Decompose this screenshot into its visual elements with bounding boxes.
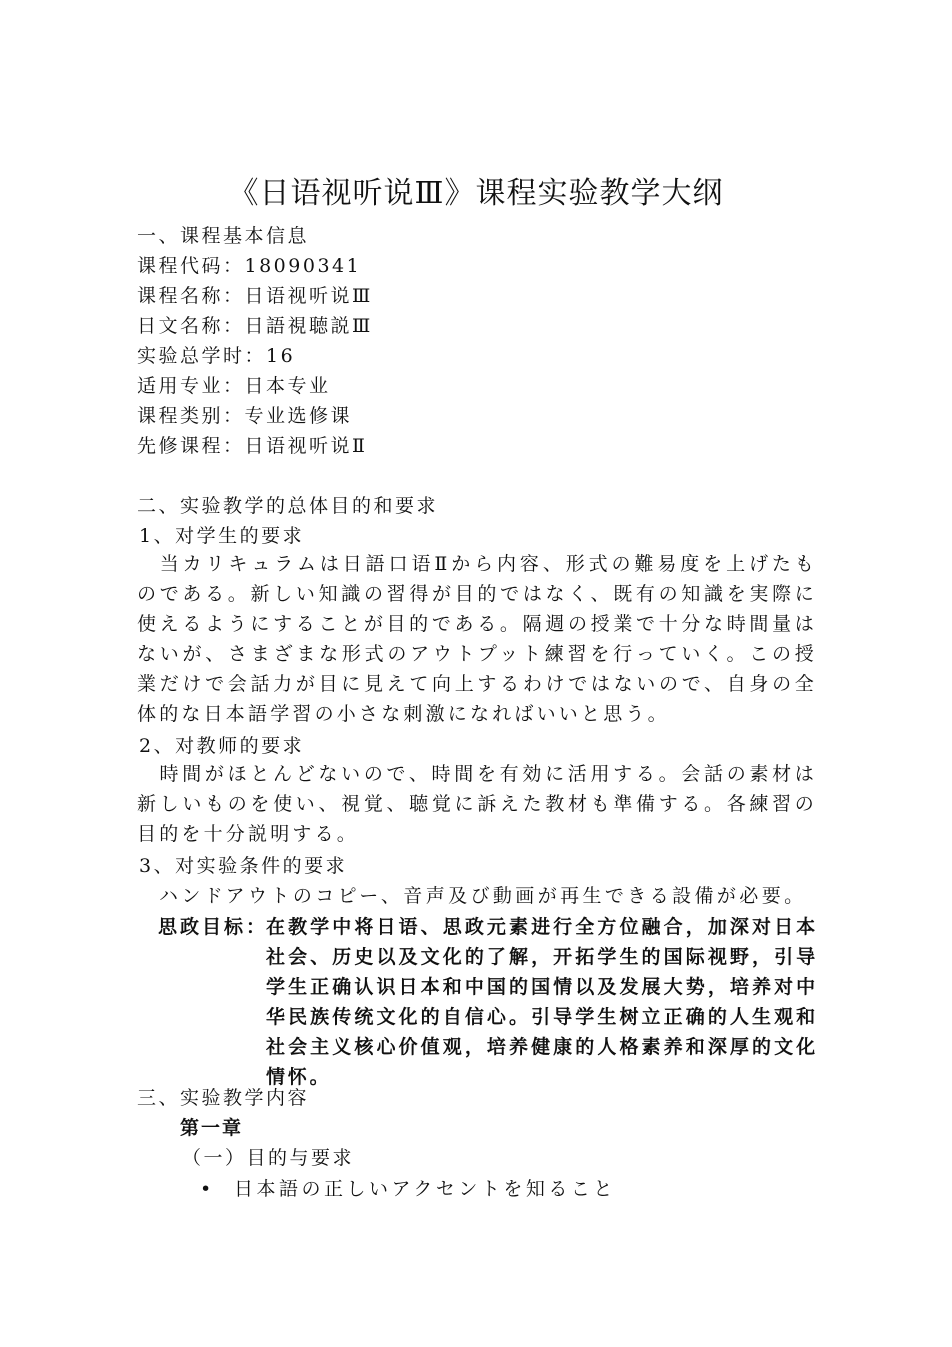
chapter-title: 第一章 [180, 1117, 244, 1139]
student-requirements-text [137, 549, 817, 729]
teacher-requirements-text [137, 759, 817, 849]
total-hours: 实验总学时：16 [137, 345, 296, 367]
student-requirements-heading: 1、对学生的要求 [139, 525, 305, 547]
applicable-major: 适用专业：日本专业 [137, 375, 331, 397]
japanese-name: 日文名称：日語視聴説Ⅲ [137, 315, 373, 337]
ideological-goal [158, 912, 818, 1092]
course-category: 课程类别：专业选修课 [137, 405, 353, 427]
lab-conditions-heading: 3、对实验条件的要求 [139, 855, 348, 877]
ideological-goal-label: 思政目标： [158, 916, 269, 938]
list-item [200, 1174, 616, 1201]
section-heading-basic-info: 一、课程基本信息 [137, 225, 310, 247]
page-title: 《日语视听说Ⅲ》课程实验教学大纲 [228, 176, 724, 211]
course-name: 课程名称：日语视听说Ⅲ [137, 285, 373, 307]
section-heading-content: 三、实验教学内容 [137, 1087, 310, 1109]
list-item-text: 日本語の正しいアクセントを知ること [234, 1178, 616, 1200]
section-heading-objectives: 二、实验教学的总体目的和要求 [137, 495, 439, 517]
ideological-goal-text: 在教学中将日语、思政元素进行全方位融合，加深对日本社会、历史以及文化的了解，开拓学生的国际视野，引导学生正确认识日本和中国的国情以及发展大势，培养对中华民族传统文化的自信心。引导学生树立正确的人生观和社会主义核心价值观，培养健康的人格素养和深厚的文化情怀。 [266, 916, 818, 1088]
lab-conditions-text: ハンドアウトのコピー、音声及び動画が再生できる設備が必要。 [159, 885, 807, 907]
course-code: 课程代码：18090341 [137, 255, 362, 277]
bullet-icon: • [200, 1178, 215, 1200]
teacher-requirements-heading: 2、对教师的要求 [139, 735, 305, 757]
student-requirements-body: 当カリキュラムは日語口语Ⅱから内容、形式の難易度を上げたものである。新しい知識の習得が目的ではなく、既有の知識を実際に使えるようにすることが目的である。隔週の授業で十分な時間量はないが、さまざまな形式のアウトプット練習を行っていく。この授業だけで会話力が目に見えて向上するわけではないので、自身の全体的な日本語学習の小さな刺激になればいいと思う。 [137, 553, 817, 725]
teacher-requirements-body: 時間がほとんどないので、時間を有効に活用する。会話の素材は新しいものを使い、視覚、聴覚に訴えた教材も準備する。各練習の目的を十分説明する。 [137, 763, 817, 845]
chapter-subheading: （一）目的与要求 [182, 1147, 355, 1169]
prerequisite: 先修课程：日语视听说Ⅱ [137, 435, 368, 457]
